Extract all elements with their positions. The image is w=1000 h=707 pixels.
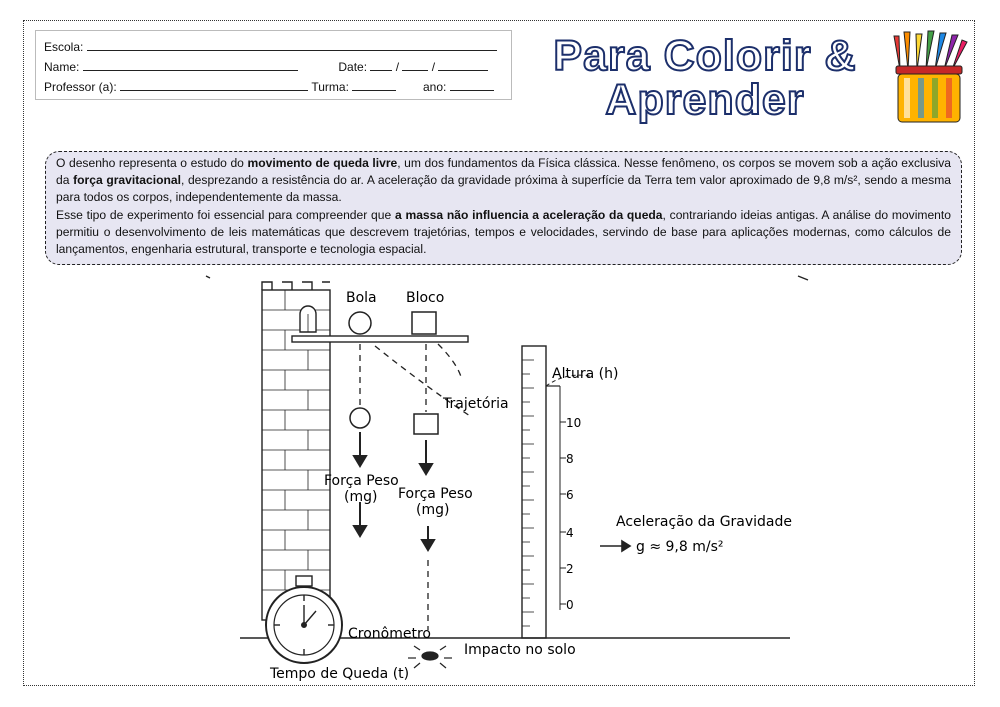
highlight-forca-gravitacional: força gravitacional bbox=[73, 173, 181, 188]
escola-label: Escola: bbox=[44, 40, 84, 54]
free-fall-illustration bbox=[200, 270, 810, 690]
date-year-field[interactable] bbox=[438, 59, 488, 71]
ano-field[interactable] bbox=[450, 79, 494, 91]
date-separator: / bbox=[395, 60, 400, 74]
scale-tick-8: 8 bbox=[566, 452, 574, 466]
falling-block-icon bbox=[414, 414, 438, 434]
ano-label: ano: bbox=[422, 80, 447, 94]
professor-field[interactable] bbox=[120, 79, 308, 91]
name-label: Name: bbox=[44, 60, 80, 74]
date-label: Date: bbox=[338, 60, 368, 74]
tempo-label: Tempo de Queda (t) bbox=[270, 666, 410, 682]
paragraph-1: O desenho representa o estudo do movimento de queda livre, um dos fundamentos da Física clássica. Nesse fenômeno, os corpos se movem sob a ação exclusiva da força gravitacional, desprezando a resistência do ar. A aceleração da gravidade próxima à superfície da Terra tem valor aproximado de 9,8 m/s², sendo a mesma para todos os corpos, independentemente da massa. bbox=[56, 156, 951, 205]
bola-label: Bola bbox=[346, 290, 377, 306]
trajetoria-label: Trajetória bbox=[443, 396, 509, 412]
scale-tick-10: 10 bbox=[566, 416, 582, 430]
scale-tick-0: 0 bbox=[566, 598, 574, 612]
turma-field[interactable] bbox=[352, 79, 396, 91]
g-value-label: g ≈ 9,8 m/s² bbox=[636, 539, 724, 555]
impacto-label: Impacto no solo bbox=[464, 642, 576, 658]
date-day-field[interactable] bbox=[370, 59, 392, 71]
ball-icon bbox=[349, 312, 371, 334]
pencil-cup-icon bbox=[890, 30, 970, 126]
forca-peso-label-bloco: Força Peso bbox=[398, 486, 473, 502]
professor-label: Professor (a): bbox=[44, 80, 117, 94]
aceleracao-label: Aceleração da Gravidade bbox=[616, 514, 793, 530]
student-info-box bbox=[35, 30, 512, 100]
altura-label: Altura (h) bbox=[552, 366, 619, 382]
scale-tick-6: 6 bbox=[566, 488, 574, 502]
cronometro-label: Cronômetro bbox=[348, 626, 431, 642]
scale-tick-2: 2 bbox=[566, 562, 574, 576]
bloco-label: Bloco bbox=[406, 290, 445, 306]
title-line-1: Para Colorir & bbox=[553, 32, 857, 80]
paragraph-2: Esse tipo de experimento foi essencial para compreender que a massa não influencia a aceleração da queda, contrariando ideias antigas. A análise do movimento permitiu o desenvolvimento de leis matemáticas que descrevem trajetórias, tempos e velocidades, servindo de base para aplicações modernas, como cálculos de lançamentos, engenharia estrutural, transporte e tecnologia espacial. bbox=[56, 207, 951, 257]
impact-burst-icon bbox=[408, 646, 452, 668]
block-icon bbox=[412, 312, 436, 334]
turma-label: Turma: bbox=[311, 80, 349, 94]
scale-tick-4: 4 bbox=[566, 526, 574, 540]
arrow-right-icon bbox=[600, 541, 630, 551]
date-month-field[interactable] bbox=[402, 59, 428, 71]
mg-label-bloco: (mg) bbox=[416, 502, 450, 518]
name-field[interactable] bbox=[83, 59, 298, 71]
description-box bbox=[45, 151, 962, 265]
forca-peso-label-bola: Força Peso bbox=[324, 473, 399, 489]
date-separator: / bbox=[431, 60, 436, 74]
title-line-2: Aprender bbox=[605, 76, 805, 124]
mg-label-bola: (mg) bbox=[344, 489, 378, 505]
page-title bbox=[540, 34, 870, 122]
falling-ball-icon bbox=[350, 408, 370, 428]
escola-field[interactable] bbox=[87, 39, 497, 51]
highlight-massa: a massa não influencia a aceleração da queda bbox=[394, 207, 663, 222]
height-ruler bbox=[522, 346, 590, 638]
highlight-queda-livre: movimento de queda livre bbox=[247, 156, 398, 170]
